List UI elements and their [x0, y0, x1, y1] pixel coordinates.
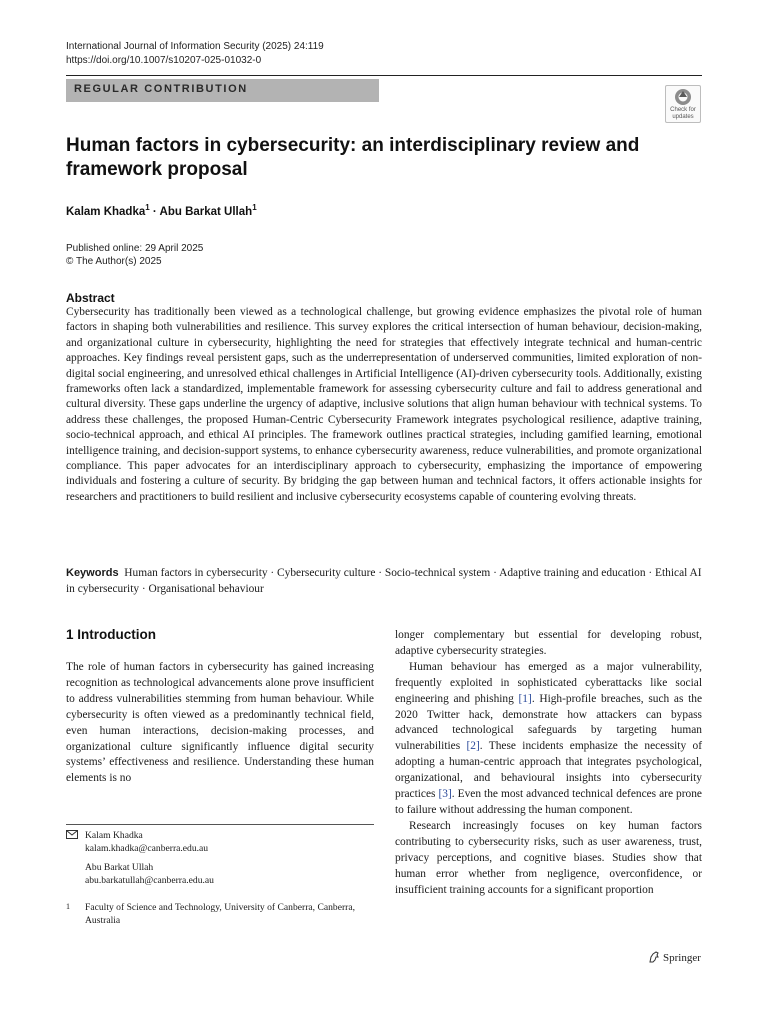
- check-for-updates-badge[interactable]: [665, 85, 701, 123]
- citation-link[interactable]: [1]: [518, 692, 532, 705]
- keywords-list: Human factors in cybersecurity · Cybersecurity culture · Socio-technical system · Adaptive training and education · Ethical AI in cybersecurity · Organisational behaviour: [66, 567, 702, 595]
- corresponding-author-email[interactable]: abu.barkatullah@canberra.edu.au: [85, 875, 214, 886]
- intro-paragraph: Research increasingly focuses on key human factors contributing to cybersecurity risks, such as user awareness, trust, privacy perceptions, and cognitive biases. Studies show that human error whether from negligence, overconfidence, or insufficient training accounts for a significant proportion: [395, 819, 702, 896]
- publisher-logo: [648, 951, 701, 964]
- author-name[interactable]: Kalam Khadka: [66, 205, 146, 218]
- check-for-updates-label: Check for updates: [670, 107, 696, 120]
- paper-title: Human factors in cybersecurity: an interdisciplinary review and framework proposal: [66, 135, 640, 180]
- check-for-updates-icon: [674, 88, 692, 106]
- affiliation-marker: 1: [252, 203, 257, 212]
- affiliation-number: 1: [66, 902, 70, 911]
- citation-link[interactable]: [2]: [466, 740, 480, 753]
- header-rule: [66, 75, 702, 76]
- doi-link[interactable]: https://doi.org/10.1007/s10207-025-01032-0: [66, 55, 262, 66]
- affiliation-text: Faculty of Science and Technology, University of Canberra, Canberra, Australia: [85, 902, 355, 926]
- contribution-type-label: REGULAR CONTRIBUTION: [74, 83, 248, 95]
- intro-right-column: [395, 628, 702, 898]
- footnote-rule: [66, 824, 374, 825]
- springer-horse-icon: [648, 951, 660, 963]
- affiliation-marker: 1: [145, 203, 150, 212]
- abstract-text: Cybersecurity has traditionally been viewed as a technological challenge, but growing evidence emphasizes the pivotal role of human factors in shaping both vulnerabilities and resilience. This survey explores the critical intersection of human behaviour, decision-making, and organizational culture in cybersecurity, highlighting the need for strategies that effectively integrate technical and human-centric approaches. Key findings reveal persistent gaps, such as the underrepresentation of underserved communities, limited exploration of non-digital social engineering, and unresolved ethical challenges in Artificial Intelligence (AI)-driven cybersecurity tools. Additionally, existing frameworks often lack a standardized, implementable framework for assessing cybersecurity culture and fail to address generational and cultural diversity. These gaps underline the urgency of adaptive, inclusive solutions that align human behaviour with technical systems. To address these challenges, the proposed Human-Centric Cybersecurity Framework integrates psychological resilience, adaptive training, socio-technical approach, and ethical AI principles. The framework outlines practical strategies, including gamified learning, emotional intelligence training, and decision-support systems, to enhance cybersecurity awareness, reduce vulnerabilities, and promote organizational compliance. This paper advocates for an interdisciplinary approach to cybersecurity, emphasizing the importance of empowering individuals and fostering a culture of security. By bridging the gap between human and technical factors, it offers actionable insights for researchers and practitioners to build resilient and inclusive cybersecurity ecosystems capable of countering evolving threats.: [66, 306, 702, 503]
- publisher-name: Springer: [663, 952, 701, 964]
- intro-paragraph: longer complementary but essential for developing robust, adaptive cybersecurity strategies.: [395, 629, 702, 657]
- corresponding-author-name: Kalam Khadka: [85, 830, 143, 841]
- intro-paragraph: Human behaviour has emerged as a major vulnerability, frequently exploited in sophisticated cyberattacks like social engineering and phishing [1]. High-profile breaches, such as the 2020 Twitter hack, demonstrate how attackers can bypass advanced technological safeguards by targeting human vulnerabilities [2]. These incidents emphasize the necessity of adopting a human-centric approach that integrates psychological, organizational, and behavioural insights into cybersecurity practices [3]. Even the most advanced technical defences are prone to failure without addressing the human component.: [395, 660, 702, 816]
- copyright-line: © The Author(s) 2025: [66, 256, 162, 267]
- citation-link[interactable]: [3]: [438, 788, 452, 801]
- author-separator: ·: [149, 205, 160, 218]
- author-list: [66, 203, 257, 218]
- published-date: Published online: 29 April 2025: [66, 243, 204, 254]
- keywords-block: [66, 565, 702, 597]
- corresponding-author-name: Abu Barkat Ullah: [85, 862, 154, 873]
- keywords-label: Keywords: [66, 567, 119, 579]
- section-heading: 1 Introduction: [66, 627, 156, 642]
- envelope-icon: [66, 830, 78, 839]
- intro-paragraph: The role of human factors in cybersecurity has gained increasing recognition as technological advancements alone prove insufficient to address vulnerabilities stemming from human behaviour. While cybersecurity is often viewed as a predominantly technical field, even human interactions, decision-making processes, and organizational culture significantly influence digital security systems’ effectiveness and resilience. Understanding these human elements is no: [66, 661, 374, 785]
- publication-info: [66, 242, 203, 268]
- author-name[interactable]: Abu Barkat Ullah: [159, 205, 253, 218]
- journal-citation: International Journal of Information Security (2025) 24:119: [66, 41, 324, 52]
- corresponding-author-email[interactable]: kalam.khadka@canberra.edu.au: [85, 843, 209, 854]
- contribution-type-bar: [66, 79, 379, 102]
- abstract-heading: Abstract: [66, 291, 115, 305]
- journal-header: [66, 40, 324, 68]
